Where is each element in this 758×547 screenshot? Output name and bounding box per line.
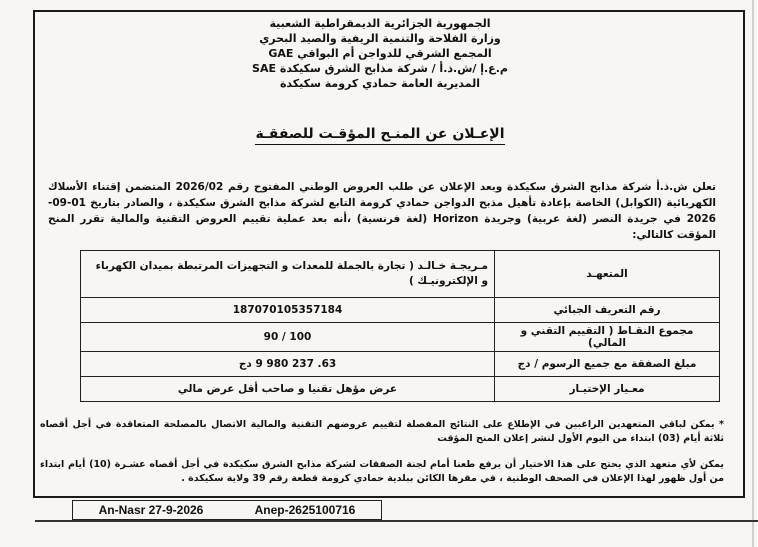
header-line-republic: الجمهورية الجزائرية الديمقراطية الشعبية xyxy=(269,17,491,30)
page-edge xyxy=(752,0,754,547)
row-label: المتعهـد xyxy=(495,251,720,298)
header-line-group: المجمع الشرقي للدواجن أم البواقي GAE xyxy=(268,47,492,60)
page-divider xyxy=(35,520,758,522)
results-consultation-note: * يمكن لباقي المتعهدين الراغبين في الإطلاع على النتائج المفصلة لتقييم عروضهم التقنية والمالية الاتصال بالمصلحة المتعاقدة في أجل أقصاه ثلاثة أيام (03) ابتداء من اليوم الأول لنشر إعلان المنح المؤقت xyxy=(40,419,724,444)
row-value: مـريجـة خـالـد ( تجارة بالجملة للمعدات و التجهيزات المرتبطة بميدان الكهرباء و الإلكترونيـك ) xyxy=(81,251,495,298)
table-row xyxy=(81,352,720,377)
appeal-note: يمكن لأي متعهد الذي يحتج على هذا الاختيار أن يرفع طعنا أمام لجنة الصفقات لشركة مذابح الشرق سكيكدة في أجل أقصاه عشـرة (10) أيام ابتداء من أول ظهور لهذا الإعلان في الصحف الوطنية ، في مقرها الكائن ببلدية حمادي كرومة قطعة رقم 39 ولاية سكيكدة . xyxy=(40,459,724,484)
row-value: عرض مؤهل تقنيا و صاحب أقل عرض مالي xyxy=(81,377,495,402)
table-row xyxy=(81,323,720,352)
publication-reference-box xyxy=(72,500,382,520)
row-value: 100 / 90 xyxy=(81,323,495,352)
table-row xyxy=(81,298,720,323)
award-table xyxy=(80,250,720,402)
anep-reference: Anep-2625100716 xyxy=(254,503,356,517)
table-row xyxy=(81,377,720,402)
row-label: مجموع النقـاط ( التقييم التقني و المالي) xyxy=(495,323,720,352)
header-line-company: م.ع.إ /ش.ذ.أ / شركة مذابح الشرق سكيكدة SAE xyxy=(252,62,508,75)
announcement-title-text: الإعـلان عن المنـح المؤقـت للصفقـة xyxy=(255,126,504,145)
row-label: معـيار الإختيـار xyxy=(495,377,720,402)
row-value: 187070105357184 xyxy=(81,298,495,323)
row-label: رقم التعريف الجبائي xyxy=(495,298,720,323)
row-label: مبلغ الصفقة مع جميع الرسوم / دج xyxy=(495,352,720,377)
announcement-intro: تعلن ش.ذ.أ شركة مذابح الشرق سكيكدة وبعد الإعلان عن طلب العروض الوطني المفتوح رقم 2026/02 المتضمن إقتناء الأسلاك الكهربائية (الكوابل) الخاصة بإعادة تأهيل مذبح الدواجن حمادي كرومة التابع لشركة مذابح الشرق سكيكدة ، والصادر بتاريخ 01-09-2026 في جريدة النصر (لغة عربية) وجريدة Horizon (لغة فرنسية) ،أنه بعد عملية تقييم العروض التقنية والمالية تقرر المنح المؤقت كالتالي: xyxy=(48,181,716,241)
announcement-title xyxy=(180,126,580,142)
row-value: 63. 237 980 9 دج xyxy=(81,352,495,377)
table-row xyxy=(81,251,720,298)
header-line-directorate: المديرية العامة حمادي كرومة سكيكدة xyxy=(279,77,481,90)
newspaper-reference: An-Nasr 27-9-2026 xyxy=(98,503,204,517)
issuer-header xyxy=(100,16,660,91)
header-line-ministry: وزارة الفلاحة والتنمية الريفية والصيد البحري xyxy=(259,32,501,45)
